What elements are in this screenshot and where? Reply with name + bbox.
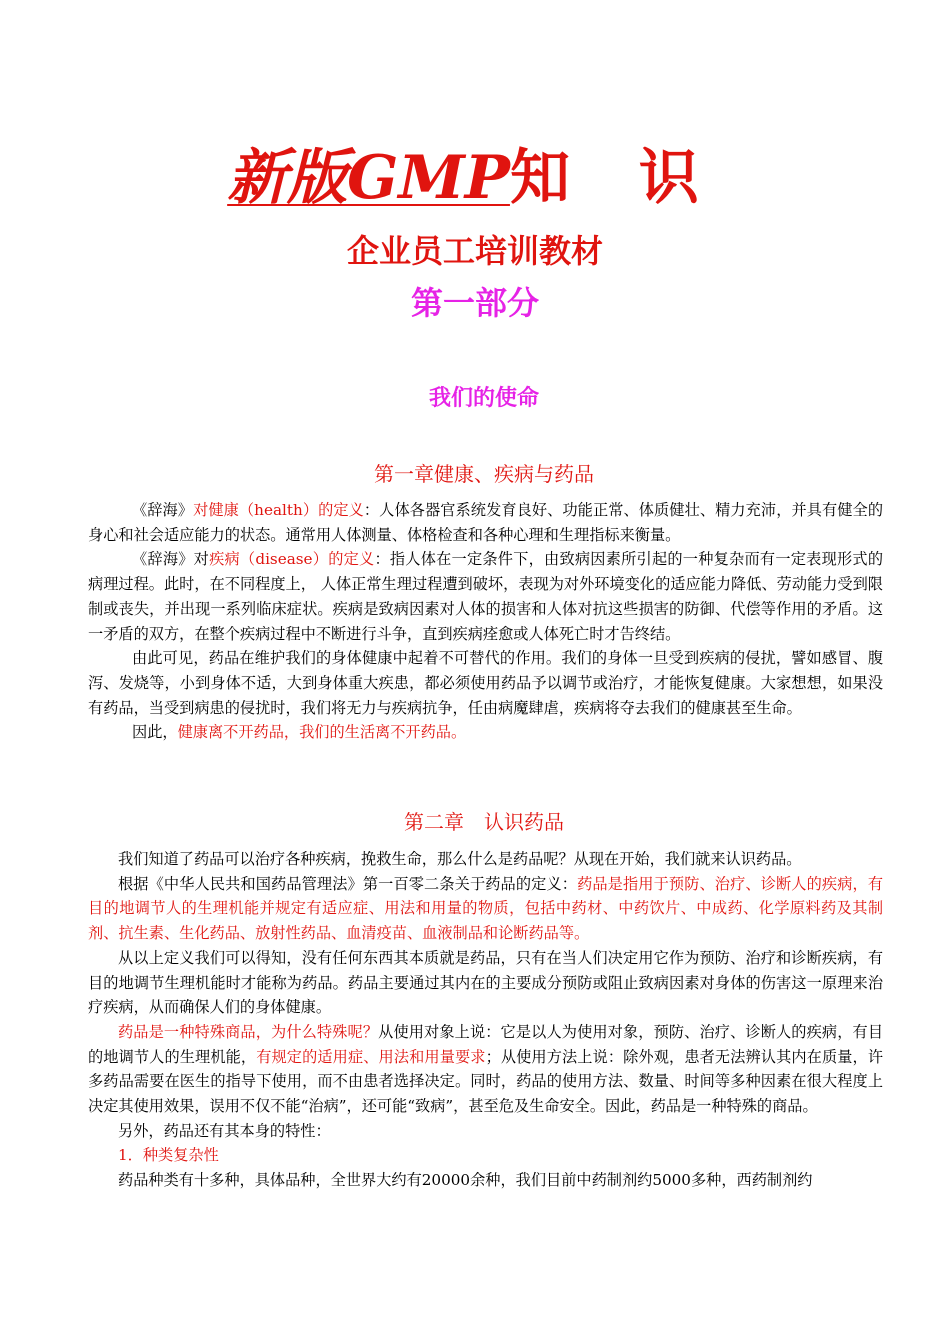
disease-definition-term: 疾病（disease）的定义: [209, 550, 375, 569]
usage-requirement: 有规定的适用症、用法和用量要求: [256, 1047, 486, 1066]
drug-definition: 药品是指用于预防、治疗、诊断人的疾病，有目的地调节人的生理机能并规定有适应症、用法和用量的物质，包括中药材、中药饮片、中成药、化学原料药及其制剂、抗生素、生化药品、放射性药品、血清疫苗、血液制品和论断药品等。: [88, 874, 884, 943]
chapter2-heading: 第二章 认识药品: [404, 810, 564, 834]
part-heading: 第一部分: [410, 284, 539, 322]
paragraph: 我们知道了药品可以治疗各种疾病，挽救生命，那么什么是药品呢？从现在开始，我们就来认识药品。: [118, 850, 802, 868]
paragraph: 从以上定义我们可以得知，没有任何东西其本质就是药品，只有在当人们决定用它作为预防、治疗和诊断疾病，有目的地调节生理机能时才能称为药品。药品主要通过其内在的主要成分预防或阻止致病因素对身体的伤害这一原理来治疗疾病，从而确保人们的身体健康。: [88, 948, 883, 1017]
paragraph: 《辞海》对疾病（disease）的定义：指人体在一定条件下，由致病因素所引起的一种复杂而有一定表现形式的病理过程。此时，在不同程度上， 人体正常生理过程遭到破坏，表现为对外环境变化的适应能力降低、劳动能力受到限制或丧失，并出现一系列临床症状。疾病是致病因素对人体的损害和人体对抗这些损害的防御、代偿等作用的矛盾。这一矛盾的双方，在整个疾病过程中不断进行斗争，直到疾病痊愈或人体死亡时才告终结。: [88, 550, 884, 643]
paragraph: 另外，药品还有其本身的特性：: [118, 1121, 331, 1140]
chapter1-heading: 第一章健康、疾病与药品: [374, 462, 594, 486]
key-statement: 健康离不开药品，我们的生活离不开药品。: [177, 723, 467, 742]
paragraph: 药品是一种特殊商品，为什么特殊呢？从使用对象上说：它是以人为使用对象，预防、治疗、诊断人的疾病，有目的地调节人的生理机能，有规定的适用症、用法和用量要求；从使用方法上说：除外观，患者无法辨认其内在质量，许多药品需要在医生的指导下使用，而不由患者选择决定。同时，药品的使用方法、数量、时间等多种因素在很大程度上决定其使用效果，误用不仅不能“治病”，还可能“致病”，甚至危及生命安全。因此，药品是一种特殊的商品。: [88, 1022, 884, 1116]
title-gmp: 新版GMP: [227, 143, 510, 213]
mission-heading: 我们的使命: [428, 386, 539, 411]
chapter1-body: [88, 498, 883, 745]
health-definition-term: 对健康（health）的定义: [193, 501, 364, 519]
paragraph: 因此，健康离不开药品，我们的生活离不开药品。: [132, 723, 467, 742]
chapter2-body: [88, 847, 883, 1193]
document-title: [0, 138, 950, 218]
paragraph: 药品种类有十多种，具体品种，全世界大约有20000余种，我们目前中药制剂约5000多种，西药制剂约: [118, 1171, 813, 1190]
document-subtitle: 企业员工培训教材: [346, 232, 603, 270]
paragraph: 《辞海》对健康（health）的定义：人体各器官系统发育良好、功能正常、体质健壮、精力充沛，并具有健全的身心和社会适应能力的状态。通常用人体测量、体格检查和各种心理和生理指标来衡量。: [88, 501, 884, 544]
paragraph: 根据《中华人民共和国药品管理法》第一百零二条关于药品的定义：药品是指用于预防、治疗、诊断人的疾病，有目的地调节人的生理机能并规定有适应症、用法和用量的物质，包括中药材、中药饮片、中成药、化学原料药及其制剂、抗生素、生化药品、放射性药品、血清疫苗、血液制品和论断药品等。: [88, 874, 884, 943]
list-heading-variety: 1．种类复杂性: [118, 1146, 219, 1165]
title-knowledge: 知 识: [509, 143, 723, 213]
special-commodity-question: 药品是一种特殊商品，为什么特殊呢？: [118, 1022, 379, 1041]
paragraph: 由此可见，药品在维护我们的身体健康中起着不可替代的作用。我们的身体一旦受到疾病的侵扰，譬如感冒、腹泻、发烧等，小到身体不适，大到身体重大疾患，都必须使用药品予以调节或治疗，才能恢复健康。大家想想，如果没有药品，当受到病患的侵扰时，我们将无力与疾病抗争，任由病魔肆虐，疾病将夺去我们的健康甚至生命。: [88, 649, 883, 717]
